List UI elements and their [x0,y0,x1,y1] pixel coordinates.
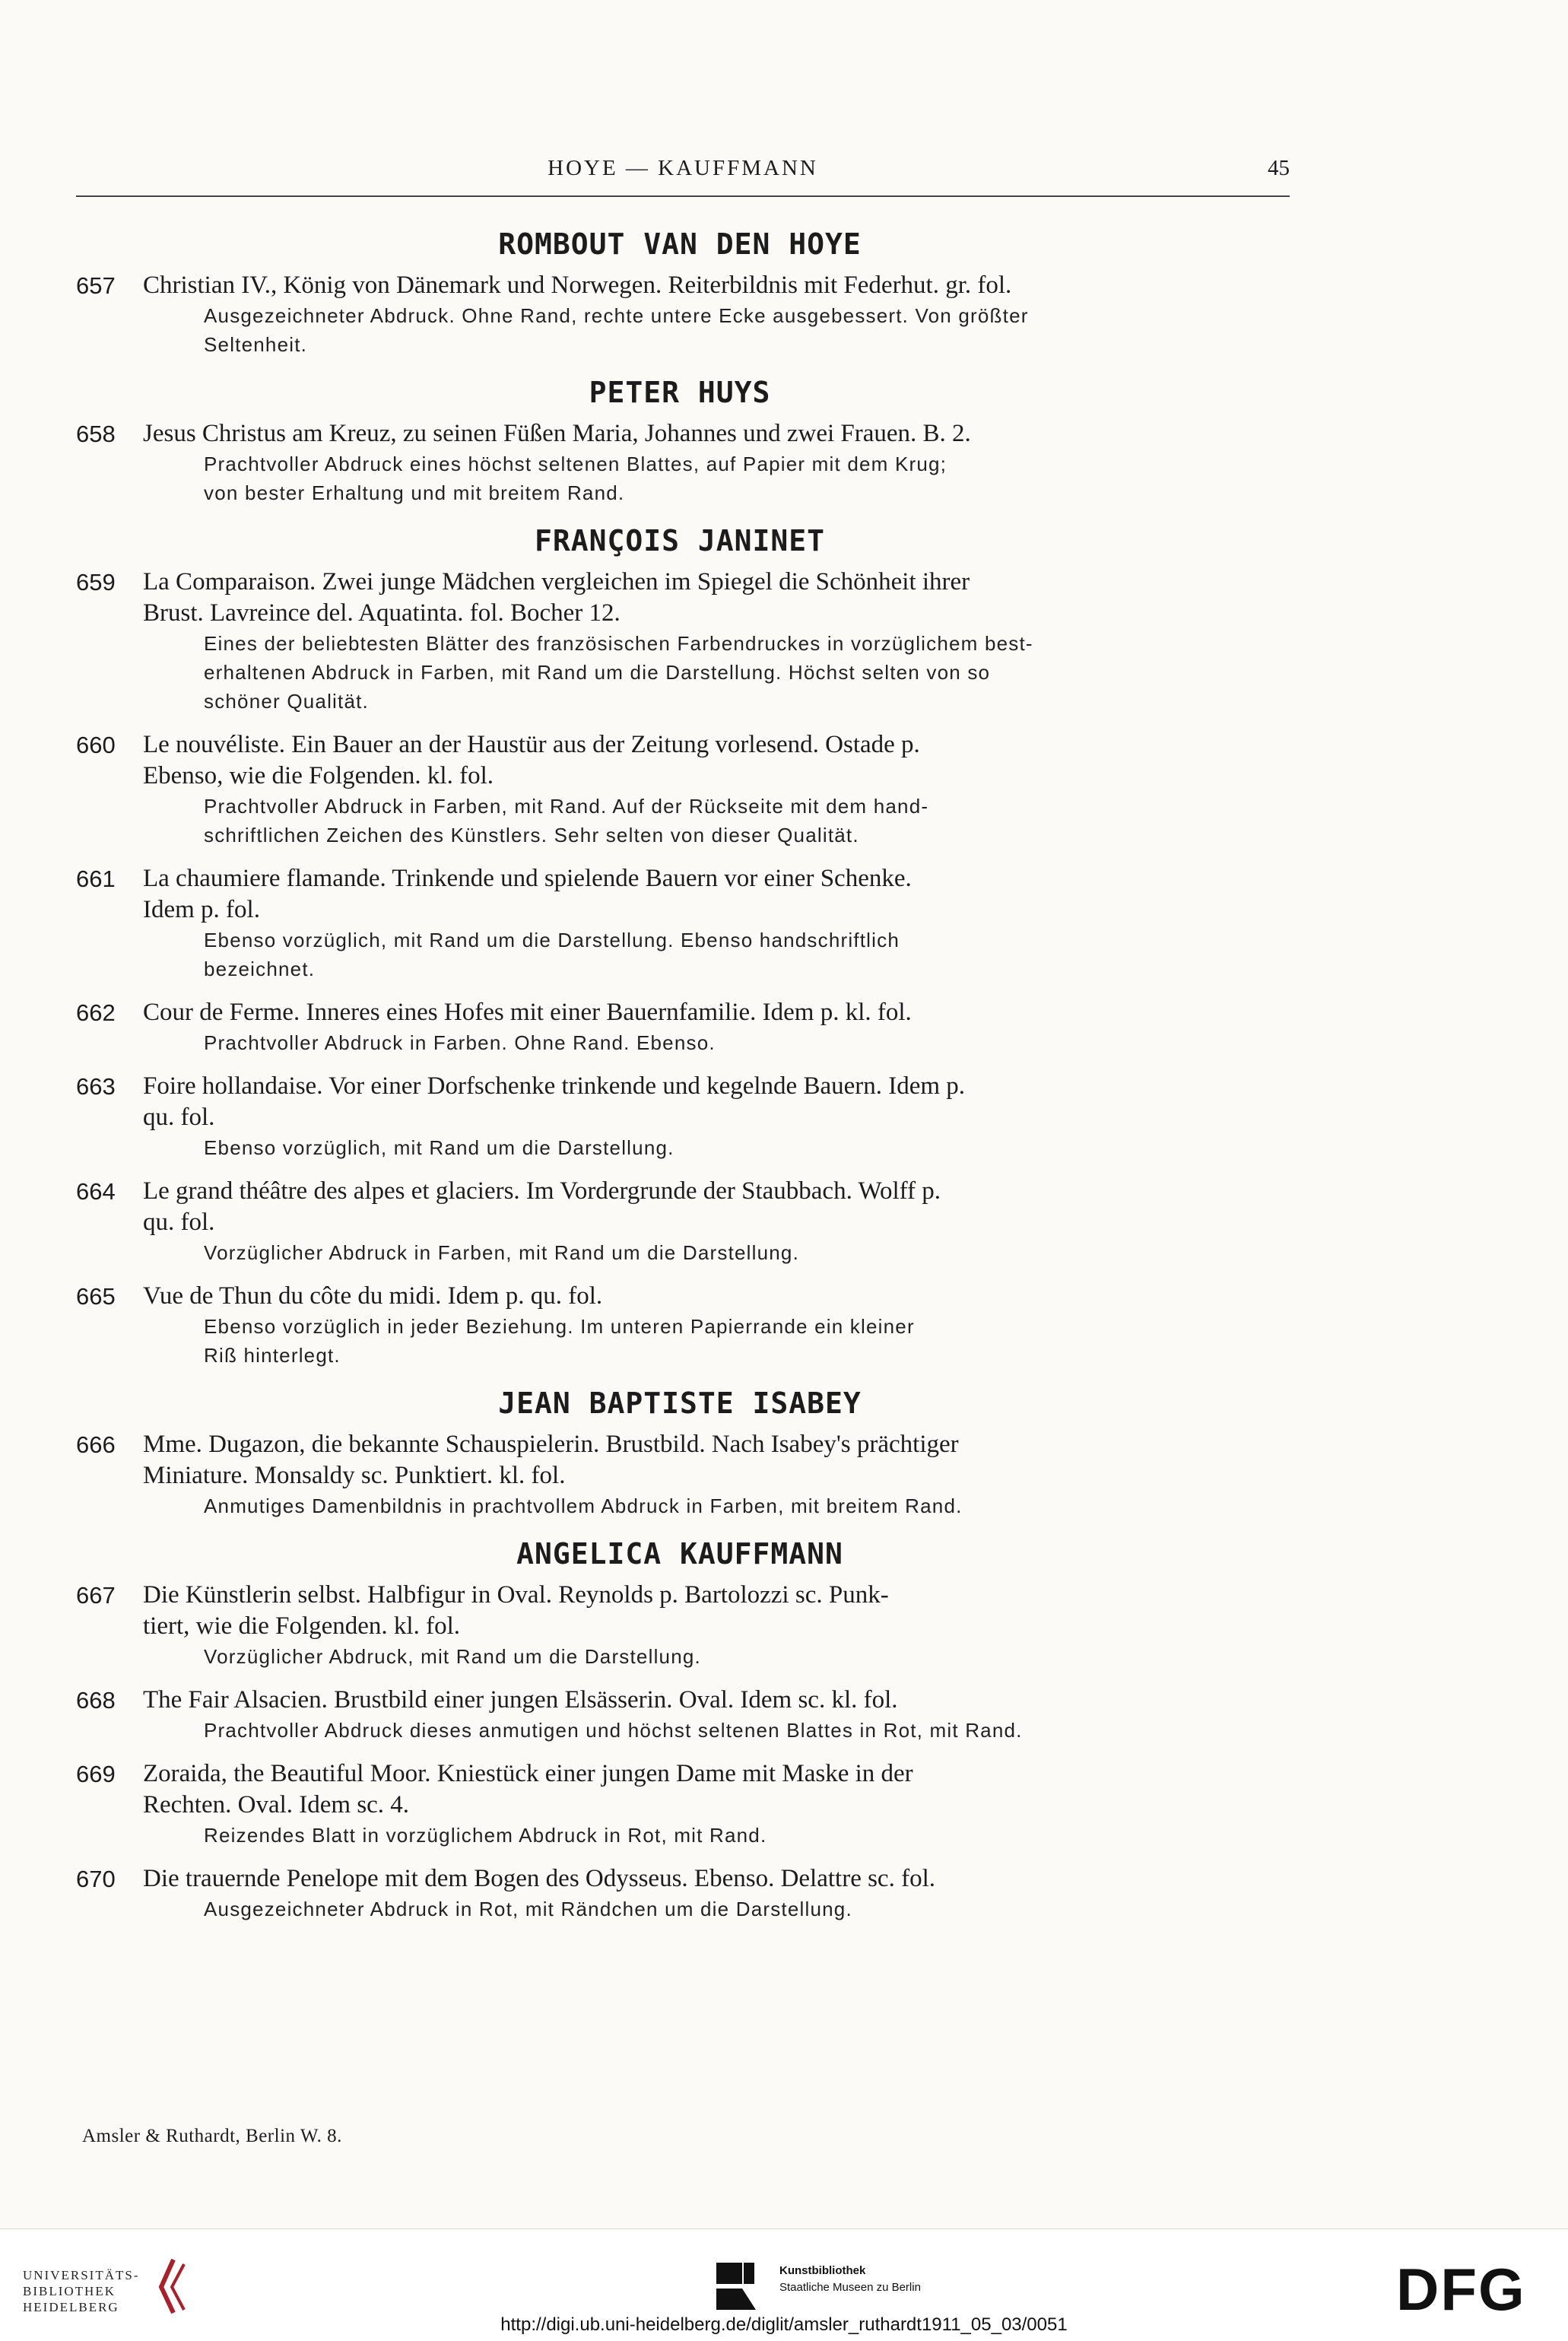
catalog-entry [76,1071,1284,1162]
entry-description-line: Ausgezeichneter Abdruck. Ohne Rand, rechte untere Ecke ausgebessert. Von größter [204,304,1029,327]
entry-title-line [76,418,1284,449]
catalog-entry [76,1281,1284,1370]
artist-heading: PETER HUYS [589,376,771,409]
entry-title-line [76,1071,1284,1102]
entry-title-text: Jesus Christus am Kreuz, zu seinen Füßen Maria, Johannes und zwei Frauen. B. 2. [143,420,971,447]
entry-description-line: Eines der beliebtesten Blätter des französischen Farbendruckes in vorzüglichem best- [204,632,1033,655]
entry-number: 665 [76,1283,116,1310]
entry-description-line: Prachtvoller Abdruck in Farben, mit Rand. Auf der Rückseite mit dem hand- [204,795,929,818]
entry-description-line: Prachtvoller Abdruck dieses anmutigen und höchst seltenen Blattes in Rot, mit Rand. [204,1719,1023,1742]
entry-title-text: Christian IV., König von Dänemark und Norwegen. Reiterbildnis mit Federhut. gr. fol. [143,272,1012,299]
entry-number: 663 [76,1073,116,1100]
entry-title-line [76,1758,1284,1790]
entry-title-text: Rechten. Oval. Idem sc. 4. [143,1791,410,1818]
entry-description-line: schriftlichen Zeichen des Künstlers. Sehr selten von dieser Qualität. [204,824,859,847]
entry-title-line [76,270,1284,301]
catalog-entry [76,1758,1284,1850]
catalog-entry [76,729,1284,850]
catalog-entry [76,1176,1284,1267]
entry-title-line [76,1102,1284,1133]
entry-title-line [76,894,1284,926]
running-title: HOYE — KAUFFMANN [548,156,818,180]
viewer-footer-bar [0,2228,1568,2341]
entry-title-line [76,863,1284,894]
catalog-entry [76,863,1284,983]
entry-title-line [76,1460,1284,1491]
artist-heading: ANGELICA KAUFFMANN [516,1537,843,1571]
entry-description-line: Vorzüglicher Abdruck, mit Rand um die Darstellung. [204,1645,701,1668]
entry-number: 666 [76,1431,116,1458]
entry-title-line [76,1790,1284,1821]
entry-number: 669 [76,1761,116,1787]
entry-title-line [76,1863,1284,1895]
entry-number: 657 [76,272,116,299]
university-library-logo[interactable] [23,2267,140,2315]
entry-title-text: The Fair Alsacien. Brustbild einer jungen Elsässerin. Oval. Idem sc. kl. fol. [143,1686,898,1714]
kunstbibliothek-name: Kunstbibliothek [779,2264,866,2277]
entry-title-text: Die trauernde Penelope mit dem Bogen des Odysseus. Ebenso. Delattre sc. fol. [143,1865,935,1892]
catalog-entry [76,1863,1284,1923]
entry-title-line [76,1580,1284,1611]
entry-title-text: Mme. Dugazon, die bekannte Schauspielerin. Brustbild. Nach Isabey's prächtiger [143,1431,959,1458]
entry-title-text: qu. fol. [143,1209,215,1236]
entry-title-line [76,1429,1284,1460]
entry-number: 659 [76,569,116,596]
entry-title-line [76,1281,1284,1312]
catalog-entry [76,270,1284,359]
entry-number: 664 [76,1178,116,1205]
entry-title-text: La Comparaison. Zwei junge Mädchen vergleichen im Spiegel die Schönheit ihrer [143,568,970,596]
entry-title-text: Brust. Lavreince del. Aquatinta. fol. Bocher 12. [143,599,621,627]
university-emblem-icon [151,2257,190,2316]
entry-number: 670 [76,1866,116,1892]
catalog-listing [76,227,1284,1923]
entry-description-line: Ebenso vorzüglich in jeder Beziehung. Im unteren Papierrande ein kleiner [204,1315,915,1338]
university-line: UNIVERSITÄTS- [23,2268,140,2282]
entry-description-line: Seltenheit. [204,333,308,356]
entry-description-line: schöner Qualität. [204,690,369,713]
entry-title-line [76,729,1284,761]
artist-heading: ROMBOUT VAN DEN HOYE [498,227,862,261]
entry-description-line: Ebenso vorzüglich, mit Rand um die Darstellung. Ebenso handschriftlich [204,929,900,951]
entry-title-text: Miniature. Monsaldy sc. Punktiert. kl. fol. [143,1462,566,1489]
entry-title-line [76,761,1284,792]
entry-title-text: Cour de Ferme. Inneres eines Hofes mit einer Bauernfamilie. Idem p. kl. fol. [143,999,912,1026]
entry-description-line: erhaltenen Abdruck in Farben, mit Rand um die Darstellung. Höchst selten von so [204,661,991,684]
entry-number: 660 [76,732,116,758]
entry-description-line: Prachtvoller Abdruck eines höchst seltenen Blattes, auf Papier mit dem Krug; [204,453,947,475]
entry-description-line: Reizendes Blatt in vorzüglichem Abdruck in Rot, mit Rand. [204,1824,767,1847]
page-number: 45 [1268,156,1290,180]
university-line: BIBLIOTHEK [23,2284,116,2298]
entry-title-line [76,567,1284,598]
entry-title-line [76,997,1284,1028]
entry-description-line: Riß hinterlegt. [204,1344,341,1367]
catalog-entry [76,1429,1284,1520]
entry-title-text: La chaumiere flamande. Trinkende und spielende Bauern vor einer Schenke. [143,865,912,892]
kunstbibliothek-subtitle: Staatliche Museen zu Berlin [779,2281,921,2294]
entry-title-line [76,1611,1284,1642]
catalog-entry [76,418,1284,507]
entry-title-text: tiert, wie die Folgenden. kl. fol. [143,1612,460,1640]
entry-description-line: Anmutiges Damenbildnis in prachtvollem Abdruck in Farben, mit breitem Rand. [204,1494,963,1517]
entry-number: 668 [76,1687,116,1714]
entry-title-text: Le grand théâtre des alpes et glaciers. Im Vordergrunde der Staubbach. Wolff p. [143,1177,941,1205]
entry-number: 658 [76,421,116,447]
kunstbibliothek-logo-icon[interactable] [716,2263,771,2310]
entry-title-text: Die Künstlerin selbst. Halbfigur in Oval. Reynolds p. Bartolozzi sc. Punk- [143,1581,889,1609]
entry-title-text: Ebenso, wie die Folgenden. kl. fol. [143,762,494,789]
catalog-entry [76,1580,1284,1671]
entry-description-line: von bester Erhaltung und mit breitem Rand. [204,481,625,504]
catalog-entry [76,997,1284,1057]
entry-title-text: Vue de Thun du côte du midi. Idem p. qu. fol. [143,1282,603,1310]
entry-title-text: Zoraida, the Beautiful Moor. Kniestück einer jungen Dame mit Maske in der [143,1760,913,1787]
catalog-entry [76,1685,1284,1745]
entry-title-line [76,598,1284,629]
entry-description-line: Vorzüglicher Abdruck in Farben, mit Rand um die Darstellung. [204,1241,800,1264]
entry-title-line [76,1207,1284,1238]
entry-number: 667 [76,1582,116,1609]
entry-title-text: Foire hollandaise. Vor einer Dorfschenke trinkende und kegelnde Bauern. Idem p. [143,1072,966,1100]
entry-description-line: Ebenso vorzüglich, mit Rand um die Darstellung. [204,1136,674,1159]
dfg-logo[interactable]: DFG [1396,2256,1526,2323]
entry-title-text: Le nouvéliste. Ein Bauer an der Haustür aus der Zeitung vorlesend. Ostade p. [143,731,920,758]
university-line: HEIDELBERG [23,2300,119,2314]
kunstbibliothek-text [779,2263,921,2296]
permalink-url[interactable]: http://digi.ub.uni-heidelberg.de/diglit/amsler_ruthardt1911_05_03/0051 [500,2314,1068,2335]
entry-number: 662 [76,999,116,1026]
entry-title-text: qu. fol. [143,1104,215,1131]
entry-number: 661 [76,866,116,892]
entry-description-line: bezeichnet. [204,958,316,980]
entry-title-text: Idem p. fol. [143,896,260,923]
entry-description-line: Ausgezeichneter Abdruck in Rot, mit Rändchen um die Darstellung. [204,1898,852,1920]
page-content [76,156,1290,1937]
entry-description-line: Prachtvoller Abdruck in Farben. Ohne Rand. Ebenso. [204,1031,716,1054]
artist-heading: FRANÇOIS JANINET [534,524,826,557]
entry-title-line [76,1685,1284,1716]
running-head [76,156,1290,197]
catalog-entry [76,567,1284,716]
entry-title-line [76,1176,1284,1207]
publisher-note: Amsler & Ruthardt, Berlin W. 8. [82,2126,342,2146]
artist-heading: JEAN BAPTISTE ISABEY [498,1386,862,1420]
